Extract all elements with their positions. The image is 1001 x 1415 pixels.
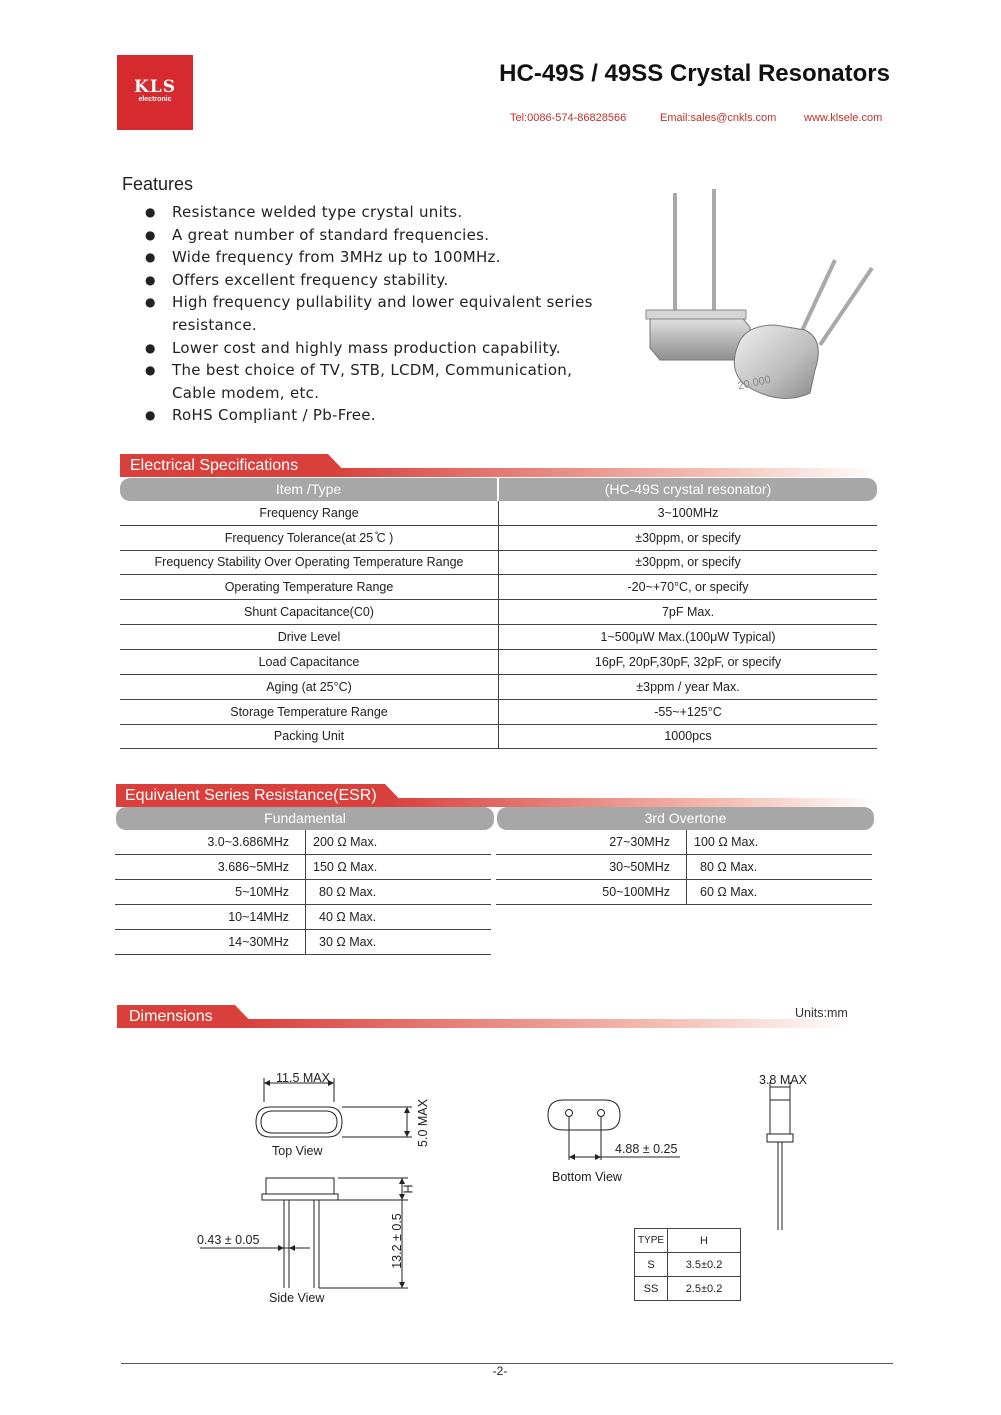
feature-item: ● The best choice of TV, STB, LCDM, Communication, Cable modem, etc. <box>145 359 595 404</box>
table-row <box>120 649 877 674</box>
spec-item: Aging (at 25°C) <box>120 674 499 699</box>
spec-item: Operating Temperature Range <box>120 574 499 599</box>
esr-value: 30 Ω Max. <box>306 930 492 955</box>
type-table <box>634 1228 741 1301</box>
spec-item: Shunt Capacitance(C0) <box>120 599 499 624</box>
table-row <box>496 855 872 880</box>
side-lead-label: 13.2 ± 0.5 <box>390 1213 404 1269</box>
h-cell: 2.5±0.2 <box>668 1277 741 1301</box>
page-title: HC-49S / 49SS Crystal Resonators <box>499 60 890 87</box>
spec-value: -20~+70°C, or specify <box>499 574 878 599</box>
spec-value: ±30ppm, or specify <box>499 550 878 574</box>
contact-tel: Tel:0086-574-86828566 <box>510 112 627 124</box>
electrical-banner <box>120 454 877 477</box>
spec-header-type: (HC-49S crystal resonator) <box>499 478 877 501</box>
spec-value: -55~+125°C <box>499 699 878 724</box>
bottom-view-caption: Bottom View <box>552 1170 622 1184</box>
spec-value: 1000pcs <box>499 724 878 748</box>
table-row <box>120 525 877 550</box>
electrical-title: Electrical Specifications <box>120 454 328 477</box>
table-row <box>120 599 877 624</box>
spec-item: Frequency Tolerance(at 25 ̊C ) <box>120 525 499 550</box>
h-head: H <box>668 1229 741 1253</box>
logo-subtext: electronic <box>138 96 172 103</box>
esr-freq: 5~10MHz <box>115 880 306 905</box>
esr-value: 80 Ω Max. <box>687 855 873 880</box>
esr-freq: 27~30MHz <box>496 830 687 855</box>
spec-item: Frequency Stability Over Operating Temperature Range <box>120 550 499 574</box>
table-row <box>120 674 877 699</box>
contact-web: www.klsele.com <box>804 112 883 124</box>
esr-value: 60 Ω Max. <box>687 880 873 905</box>
page-number: -2- <box>492 1364 508 1378</box>
spec-value: 1~500μW Max.(100μW Typical) <box>499 624 878 649</box>
table-row <box>120 501 877 525</box>
feature-item: ● Lower cost and highly mass production capability. <box>145 337 595 360</box>
h-cell: 3.5±0.2 <box>668 1253 741 1277</box>
table-row <box>635 1253 741 1277</box>
table-row <box>115 930 491 955</box>
bottom-pitch-label: 4.88 ± 0.25 <box>615 1142 678 1156</box>
esr-value: 200 Ω Max. <box>306 830 492 855</box>
type-cell: S <box>635 1253 668 1277</box>
esr-freq: 14~30MHz <box>115 930 306 955</box>
dimensions-title: Dimensions <box>117 1005 235 1028</box>
esr-header-overtone: 3rd Overtone <box>497 807 874 830</box>
esr-title: Equivalent Series Resistance(ESR) <box>116 784 385 807</box>
table-row <box>496 830 872 855</box>
table-row <box>635 1229 741 1253</box>
esr-value: 150 Ω Max. <box>306 855 492 880</box>
spec-item: Drive Level <box>120 624 499 649</box>
table-row <box>635 1277 741 1301</box>
top-view-caption: Top View <box>272 1144 323 1158</box>
spec-item: Storage Temperature Range <box>120 699 499 724</box>
dimension-drawings <box>180 1060 880 1320</box>
feature-item: ● RoHS Compliant / Pb-Free. <box>145 404 595 427</box>
esr-overtone-table <box>496 830 872 905</box>
dimensions-banner <box>117 1005 852 1028</box>
table-row <box>120 550 877 574</box>
table-row <box>115 855 491 880</box>
side-view-caption: Side View <box>269 1291 325 1305</box>
top-width-label: 11.5 MAX <box>276 1071 330 1085</box>
feature-item: ● High frequency pullability and lower equivalent series resistance. <box>145 291 595 336</box>
feature-item: ● Wide frequency from 3MHz up to 100MHz. <box>145 246 595 269</box>
table-row <box>120 699 877 724</box>
spec-value: 7pF Max. <box>499 599 878 624</box>
spec-value: ±3ppm / year Max. <box>499 674 878 699</box>
table-row <box>496 880 872 905</box>
side-dia-label: 0.43 ± 0.05 <box>197 1233 260 1247</box>
esr-freq: 3.0~3.686MHz <box>115 830 306 855</box>
spec-header-item: Item /Type <box>120 478 497 501</box>
table-row <box>115 880 491 905</box>
spec-value: 3~100MHz <box>499 501 878 525</box>
spec-value: 16pF, 20pF,30pF, 32pF, or specify <box>499 649 878 674</box>
feature-item: ● Offers excellent frequency stability. <box>145 269 595 292</box>
esr-freq: 10~14MHz <box>115 905 306 930</box>
table-row <box>120 624 877 649</box>
esr-banner <box>116 784 877 807</box>
table-row <box>115 905 491 930</box>
spec-item: Packing Unit <box>120 724 499 748</box>
features-title: Features <box>122 174 194 194</box>
end-width-label: 3.8 MAX <box>759 1073 807 1087</box>
logo-text: KLS <box>133 77 176 97</box>
kls-logo <box>117 55 193 130</box>
esr-fundamental-table <box>115 830 491 955</box>
esr-value: 80 Ω Max. <box>306 880 492 905</box>
esr-freq: 30~50MHz <box>496 855 687 880</box>
esr-freq: 3.686~5MHz <box>115 855 306 880</box>
top-height-label: 5.0 MAX <box>416 1099 430 1147</box>
features-list <box>145 201 595 427</box>
type-head: TYPE <box>635 1229 668 1253</box>
esr-value: 40 Ω Max. <box>306 905 492 930</box>
table-row <box>120 574 877 599</box>
esr-header-fundamental: Fundamental <box>116 807 494 830</box>
crystal-photo <box>610 185 890 415</box>
contact-email: Email:sales@cnkls.com <box>660 112 777 124</box>
esr-freq: 50~100MHz <box>496 880 687 905</box>
spec-item: Load Capacitance <box>120 649 499 674</box>
feature-item: ● Resistance welded type crystal units. <box>145 201 595 224</box>
type-cell: SS <box>635 1277 668 1301</box>
spec-item: Frequency Range <box>120 501 499 525</box>
feature-item: ● A great number of standard frequencies. <box>145 224 595 247</box>
table-row <box>115 830 491 855</box>
table-row <box>120 724 877 748</box>
electrical-spec-table <box>120 501 877 749</box>
esr-value: 100 Ω Max. <box>687 830 873 855</box>
spec-value: ±30ppm, or specify <box>499 525 878 550</box>
units-label: Units:mm <box>795 1006 848 1020</box>
side-h-label: H <box>401 1184 416 1194</box>
crystal-marking: 20.000 <box>736 373 773 393</box>
